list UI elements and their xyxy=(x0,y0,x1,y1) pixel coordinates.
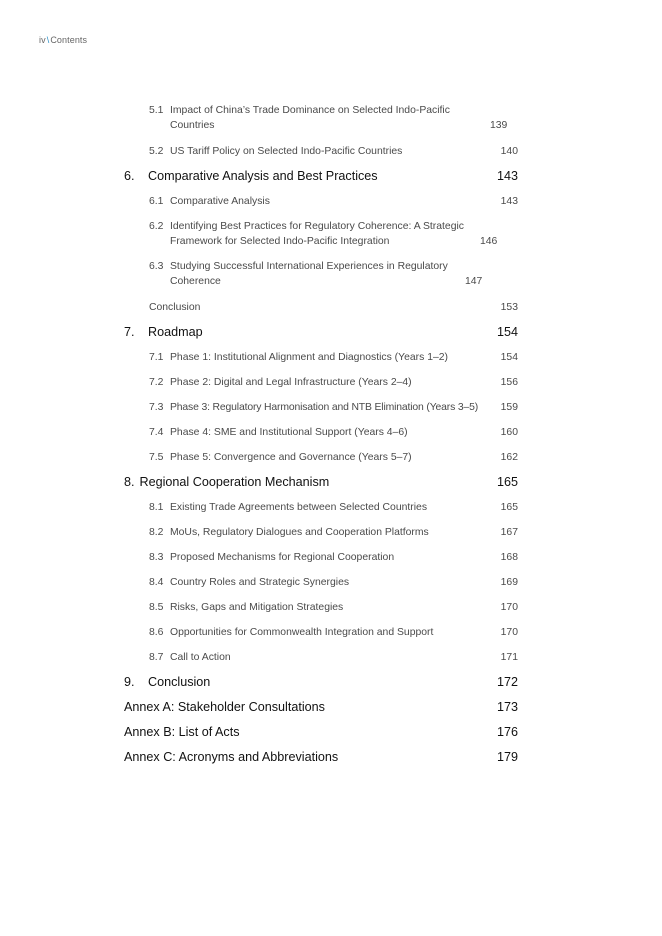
toc-entry-number: 8.4 xyxy=(149,577,164,588)
toc-chapter-6[interactable] xyxy=(124,168,518,184)
toc-entry-title: Phase 3: Regulatory Harmonisation and NTB Elimination (Years 3–5) xyxy=(170,402,479,413)
toc-chapter-number: 8. xyxy=(124,475,135,489)
toc-entry-page: 156 xyxy=(500,377,518,388)
toc-entry-7-2[interactable] xyxy=(149,375,518,390)
toc-entry-number: 8.2 xyxy=(149,527,164,538)
toc-chapter-number: 7. xyxy=(124,325,135,339)
toc-entry-title: Identifying Best Practices for Regulatory Coherence: A Strategic Framework for Selected Indo-Pacific Integration xyxy=(170,221,464,247)
header-separator: \ xyxy=(46,35,50,45)
toc-entry-8-1[interactable] xyxy=(149,500,518,515)
toc-chapter-title: Regional Cooperation Mechanism xyxy=(139,475,330,489)
toc-entry-page: 169 xyxy=(500,577,518,588)
toc-entry-page: 171 xyxy=(500,652,518,663)
toc-entry-number: 7.3 xyxy=(149,402,164,413)
toc-entry-page: 170 xyxy=(500,602,518,613)
toc-entry-7-3[interactable] xyxy=(149,400,518,415)
toc-entry-number: 8.3 xyxy=(149,552,164,563)
toc-chapter-9[interactable] xyxy=(124,674,518,690)
toc-entry-7-4[interactable] xyxy=(149,425,518,440)
toc-chapter-7[interactable] xyxy=(124,324,518,340)
toc-entry-page: 139 xyxy=(490,120,508,131)
toc-entry-5-2[interactable] xyxy=(149,144,518,159)
toc-chapter-title: Conclusion xyxy=(148,675,211,689)
toc-chapter-number: 6. xyxy=(124,169,135,183)
toc-entry-title: Phase 1: Institutional Alignment and Diagnostics (Years 1–2) xyxy=(170,352,449,363)
toc-entry-title: Conclusion xyxy=(149,302,201,313)
toc-entry-title: MoUs, Regulatory Dialogues and Cooperation Platforms xyxy=(170,527,429,538)
toc-annex-title: Annex B: List of Acts xyxy=(124,725,240,739)
toc-entry-page: 165 xyxy=(500,502,518,513)
toc-chapter-page: 165 xyxy=(496,475,518,489)
toc-chapter-title: Comparative Analysis and Best Practices xyxy=(148,169,378,183)
toc-entry-8-2[interactable] xyxy=(149,525,518,540)
toc-entry-number: 5.2 xyxy=(149,146,164,157)
toc-entry-number: 7.1 xyxy=(149,352,164,363)
toc-entry-title: Phase 4: SME and Institutional Support (Years 4–6) xyxy=(170,427,408,438)
toc-entry-page: 160 xyxy=(500,427,518,438)
toc-entry-page: 147 xyxy=(465,276,483,287)
toc-entry-title: Impact of China’s Trade Dominance on Selected Indo-Pacific Countries xyxy=(170,105,450,131)
toc-entry-title: Country Roles and Strategic Synergies xyxy=(170,577,350,588)
toc-entry-number: 8.6 xyxy=(149,627,164,638)
toc-annex-a[interactable] xyxy=(124,699,518,715)
toc-entry-8-3[interactable] xyxy=(149,550,518,565)
toc-entry-6-2[interactable] xyxy=(149,219,518,249)
toc-entry-8-7[interactable] xyxy=(149,650,518,665)
toc-entry-number: 7.4 xyxy=(149,427,164,438)
toc-annex-page: 176 xyxy=(496,725,518,739)
toc-chapter-8[interactable] xyxy=(124,474,518,490)
running-header xyxy=(39,35,87,45)
toc-annex-title: Annex C: Acronyms and Abbreviations xyxy=(124,750,339,764)
toc-entry-number: 6.3 xyxy=(149,261,164,272)
toc-entry-6-3[interactable] xyxy=(149,259,518,289)
toc-annex-b[interactable] xyxy=(124,724,518,740)
toc-entry-title: Proposed Mechanisms for Regional Cooperation xyxy=(170,552,395,563)
toc-chapter-page: 172 xyxy=(496,675,518,689)
toc-entry-6-1[interactable] xyxy=(149,194,518,209)
toc-entry-page: 170 xyxy=(500,627,518,638)
toc-entry-8-6[interactable] xyxy=(149,625,518,640)
toc-entry-page: 153 xyxy=(500,302,518,313)
toc-entry-5-1[interactable] xyxy=(149,103,518,133)
toc-entry-number: 6.1 xyxy=(149,196,164,207)
toc-entry-page: 168 xyxy=(500,552,518,563)
toc-entry-page: 159 xyxy=(500,402,518,413)
toc-entry-8-5[interactable] xyxy=(149,600,518,615)
toc-entry-title: Existing Trade Agreements between Selected Countries xyxy=(170,502,428,513)
toc-entry-page: 154 xyxy=(500,352,518,363)
toc-entry-title: Risks, Gaps and Mitigation Strategies xyxy=(170,602,344,613)
header-section-title: Contents xyxy=(50,35,88,45)
toc-entry-number: 8.7 xyxy=(149,652,164,663)
toc-chapter-number: 9. xyxy=(124,675,135,689)
toc-entry-number: 8.5 xyxy=(149,602,164,613)
toc-entry-title: Phase 2: Digital and Legal Infrastructure (Years 2–4) xyxy=(170,377,412,388)
toc-entry-number: 6.2 xyxy=(149,221,164,232)
toc-entry-title: US Tariff Policy on Selected Indo-Pacific Countries xyxy=(170,146,403,157)
toc-annex-page: 179 xyxy=(496,750,518,764)
page-number: iv xyxy=(39,35,46,45)
toc-entry-title: Studying Successful International Experiences in Regulatory Coherence xyxy=(170,261,448,287)
toc-chapter-page: 143 xyxy=(496,169,518,183)
toc-chapter-title: Roadmap xyxy=(148,325,203,339)
toc-annex-page: 173 xyxy=(496,700,518,714)
toc-entry-title: Comparative Analysis xyxy=(170,196,270,207)
toc-entry-page: 146 xyxy=(480,236,498,247)
toc-entry-page: 167 xyxy=(500,527,518,538)
toc-entry-8-4[interactable] xyxy=(149,575,518,590)
toc-chapter-page: 154 xyxy=(496,325,518,339)
toc-annex-c[interactable] xyxy=(124,749,518,765)
toc-annex-title: Annex A: Stakeholder Consultations xyxy=(124,700,325,714)
toc-entry-title: Opportunities for Commonwealth Integration and Support xyxy=(170,627,434,638)
toc-entry-page: 143 xyxy=(500,196,518,207)
toc-entry-number: 7.2 xyxy=(149,377,164,388)
toc-entry-page: 140 xyxy=(500,146,518,157)
toc-entry-chapter-6-conclusion[interactable] xyxy=(149,300,518,315)
toc-entry-number: 5.1 xyxy=(149,105,164,116)
toc-entry-title: Call to Action xyxy=(170,652,231,663)
toc-entry-page: 162 xyxy=(500,452,518,463)
toc-entry-title: Phase 5: Convergence and Governance (Years 5–7) xyxy=(170,452,412,463)
toc-entry-7-5[interactable] xyxy=(149,450,518,465)
toc-entry-number: 7.5 xyxy=(149,452,164,463)
toc-entry-number: 8.1 xyxy=(149,502,164,513)
toc-entry-7-1[interactable] xyxy=(149,350,518,365)
